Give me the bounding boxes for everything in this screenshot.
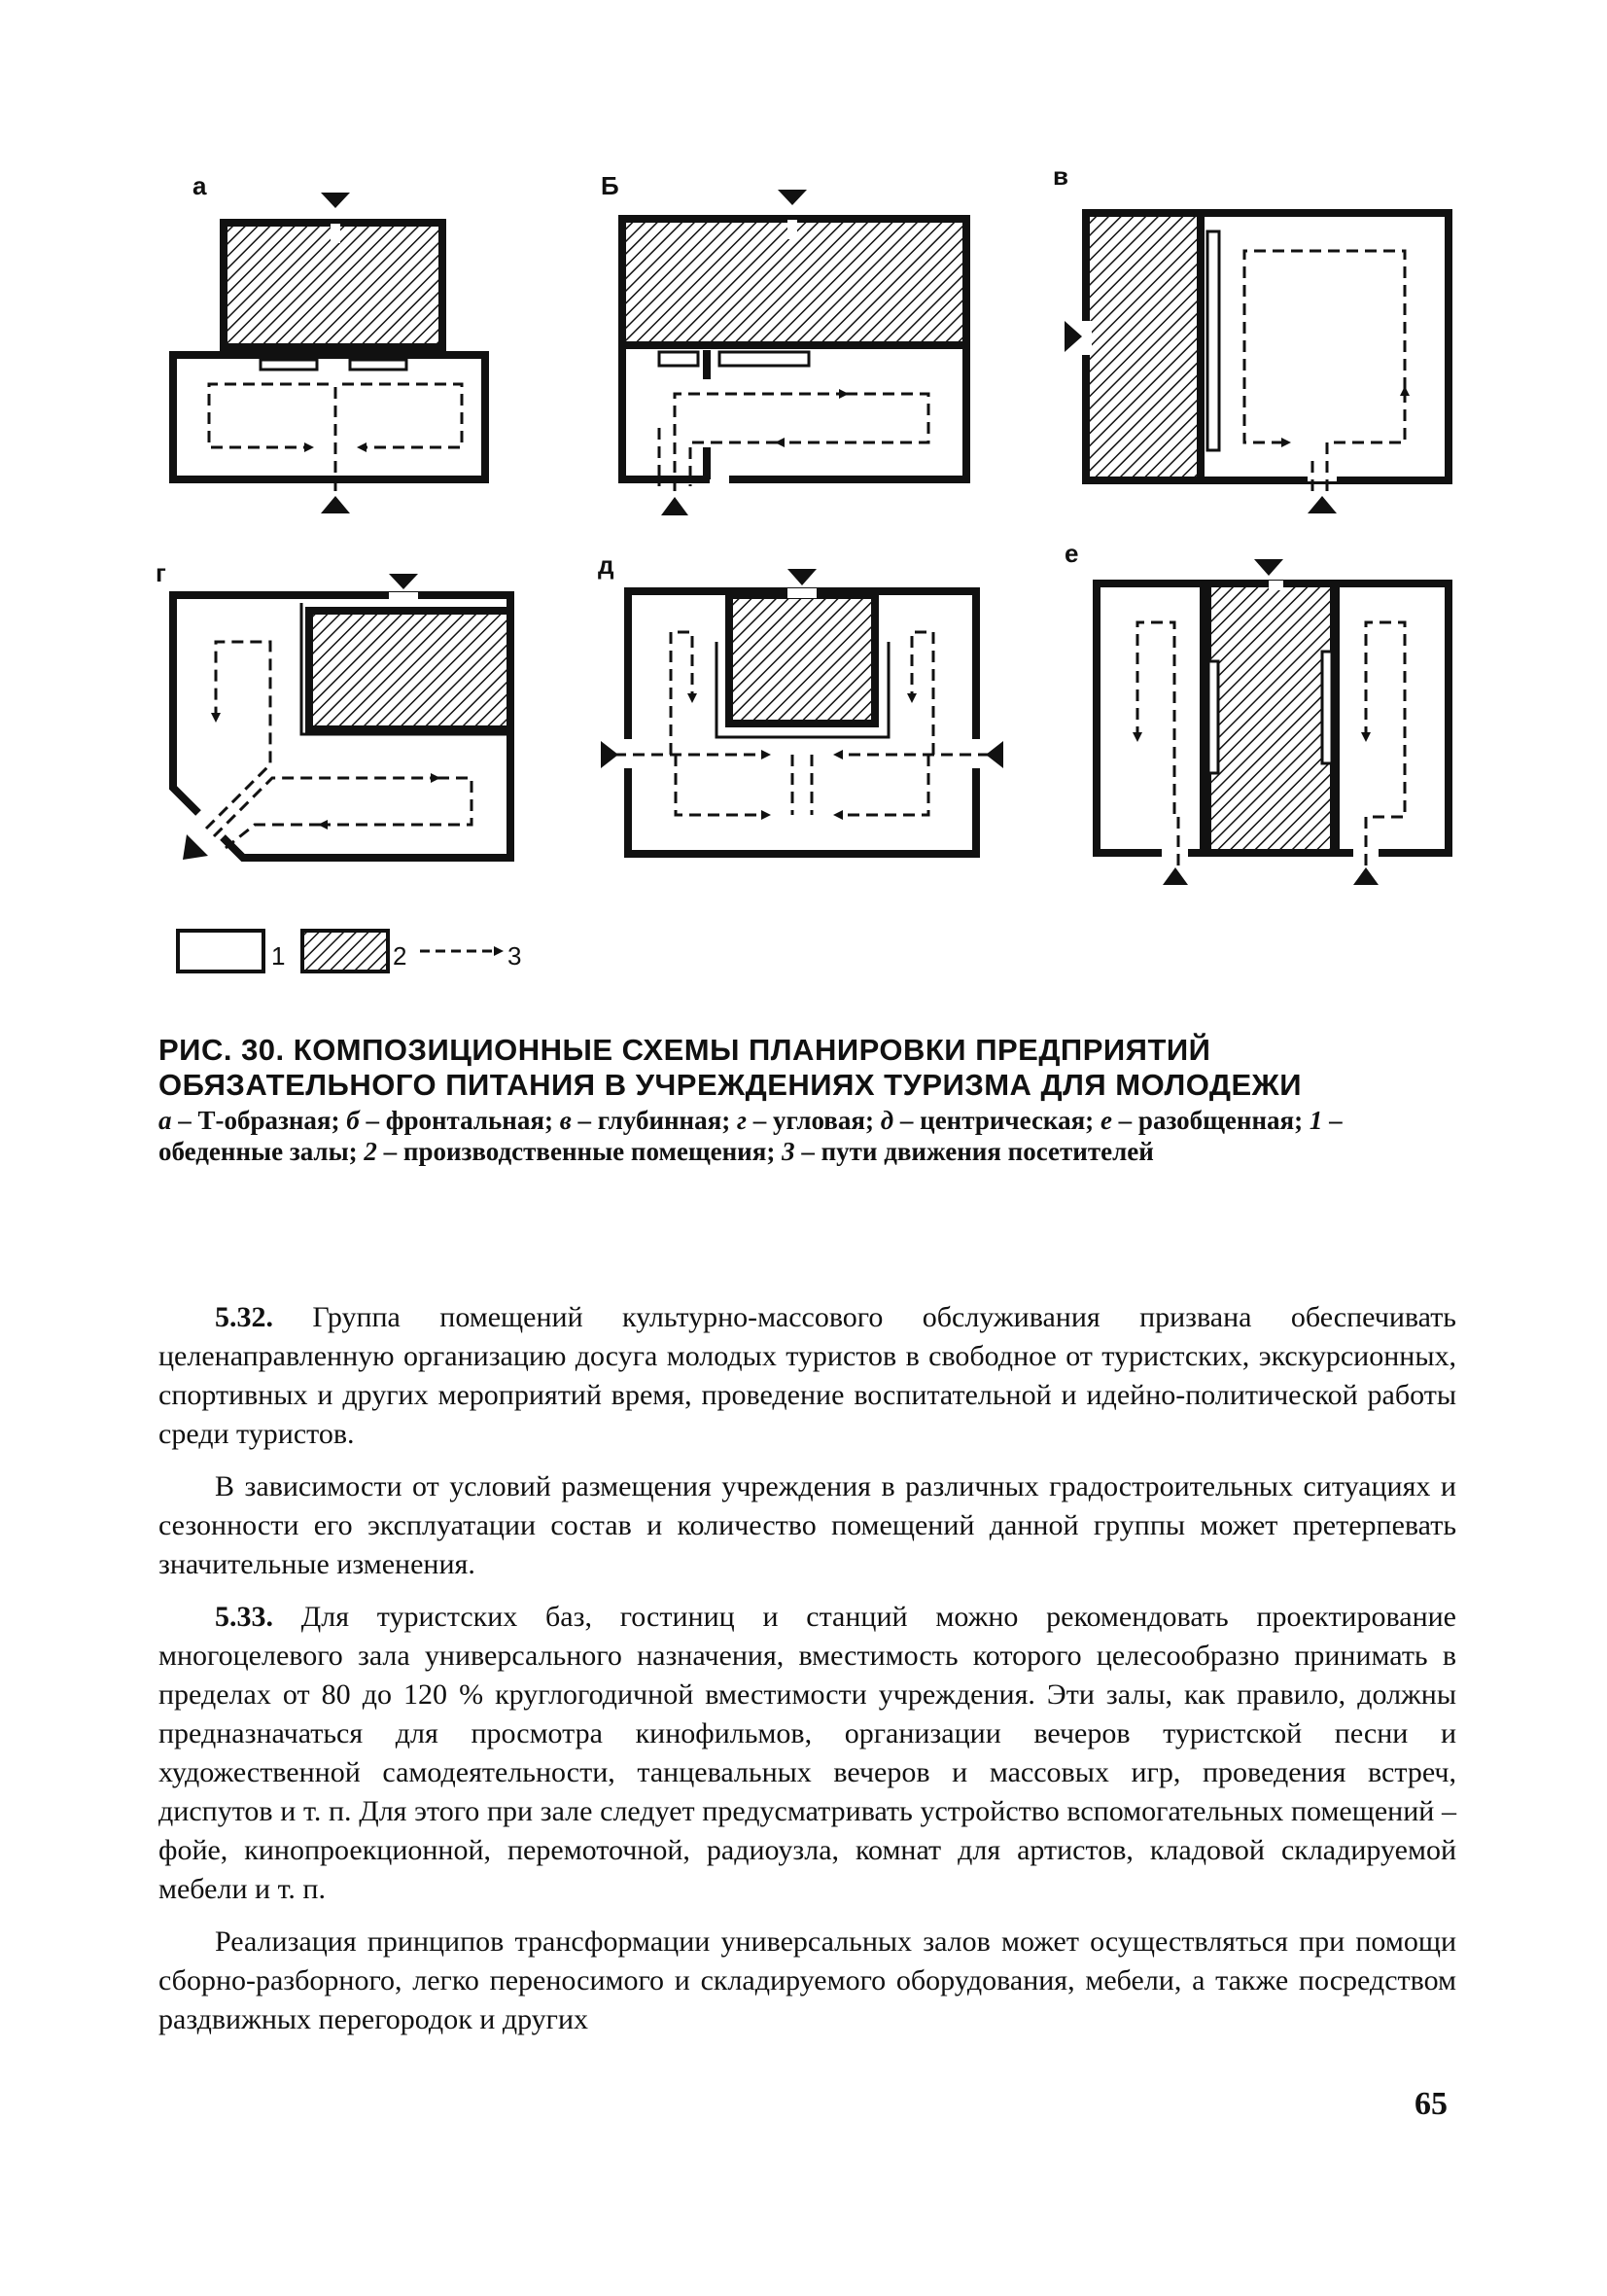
entry-marker-v-bottom xyxy=(1308,496,1337,513)
legend-swatch-1 xyxy=(178,931,263,971)
entry-marker-d-top xyxy=(787,569,817,585)
dining-hall-e-left xyxy=(1097,583,1204,853)
caption-legend: а – Т-образная; б – фронтальная; в – глубинная; г – угловая; д – центрическая; е – разобщенная; 1 – обеденные залы; 2 – производственные помещения; 3 – пути движения посетителей xyxy=(158,1106,1343,1166)
panel-b xyxy=(601,171,966,515)
paragraph-5-33: 5.33. Для туристских баз, гостиниц и станций можно рекомендовать проектирование многоцелевого зала универсального назначения, вместимость которого целесообразно принимать в пределах от 80 до 120 % круглогодичной вместимости учреждения. Эти залы, как правило, должны предназначаться для просмотра кинофильмов, организации вечеров туристской песни и художественной самодеятельности, танцевальных вечеров и массовых игр, проведения встреч, диспутов и т. п. Для этого при зале следует предусматривать устройство вспомогательных помещений – фойе, кинопроекционной, перемоточной, радиоузла, комнат для артистов, кладовой складируемой мебели и т. п. xyxy=(158,1601,1457,1905)
panel-label-a: а xyxy=(192,171,207,200)
entry-marker-b-top xyxy=(778,190,807,205)
panel-label-e: е xyxy=(1065,539,1079,568)
entry-marker-v-left xyxy=(1065,321,1082,352)
entry-marker-b-bottom xyxy=(661,497,688,515)
entry-marker-g-top xyxy=(389,574,418,589)
panel-e xyxy=(1065,539,1449,885)
paragraph-5-32: 5.32. Группа помещений культурно-массового обслуживания призвана обеспечивать целенаправленную организацию досуга молодых туристов в свободное от туристских, экскурсионных, спортивных и других мероприятий время, проведение воспитательной и идейно-политической работы среди туристов. xyxy=(158,1301,1456,1450)
panel-d xyxy=(598,550,1003,854)
legend-num-3: 3 xyxy=(507,941,522,971)
legend-num-1: 1 xyxy=(271,941,286,971)
visitor-path-v xyxy=(1244,251,1405,491)
panel-label-g: г xyxy=(156,558,166,587)
body-text xyxy=(158,1298,1456,2053)
entry-marker-a-bottom xyxy=(321,496,350,513)
entry-marker-e-top xyxy=(1254,559,1283,576)
production-room-e xyxy=(1207,583,1334,853)
entry-marker-g-corner xyxy=(183,834,208,860)
entry-marker-a-top xyxy=(321,193,350,208)
paragraph-5-33-cont: Реализация принципов трансформации универсальных залов может осуществляться при помощи сборно-разборного, легко переносимого и складируемого оборудования, мебели, а также посредством раздвижных перегородок и других xyxy=(158,1925,1456,2035)
production-room-d xyxy=(729,595,875,724)
caption-title: РИС. 30. КОМПОЗИЦИОННЫЕ СХЕМЫ ПЛАНИРОВКИ ПРЕДПРИЯТИЙ ОБЯЗАТЕЛЬНОГО ПИТАНИЯ В УЧРЕЖДЕНИЯХ ТУРИЗМА ДЛЯ МОЛОДЕЖИ xyxy=(158,1033,1302,1102)
production-room-g xyxy=(309,611,510,729)
panel-label-b: Б xyxy=(601,171,619,200)
visitor-path-a xyxy=(209,384,462,491)
section-number-5-32: 5.32. xyxy=(215,1301,273,1333)
production-room-v xyxy=(1086,213,1201,480)
panel-label-v: в xyxy=(1053,161,1068,191)
panel-a xyxy=(173,171,485,513)
paragraph-5-32-cont: В зависимости от условий размещения учреждения в различных градостроительных ситуациях и сезонности его эксплуатации состав и количество помещений данной группы может претерпевать значительные изменения. xyxy=(158,1470,1456,1580)
section-number-5-33: 5.33. xyxy=(215,1601,273,1633)
figure-legend xyxy=(178,931,521,971)
entry-marker-e-bottom-right xyxy=(1353,867,1379,885)
dining-hall-a xyxy=(173,355,485,479)
panel-v xyxy=(1053,161,1449,513)
entry-marker-e-bottom-left xyxy=(1163,867,1188,885)
dining-hall-e-right xyxy=(1336,583,1449,853)
figure-caption xyxy=(158,1033,1456,1167)
panel-g xyxy=(156,558,510,860)
legend-num-2: 2 xyxy=(393,941,407,971)
page-number: 65 xyxy=(1415,2086,1448,2122)
legend-swatch-2 xyxy=(302,931,388,971)
figure-30-schemes xyxy=(0,0,1607,1021)
panel-label-d: д xyxy=(598,550,614,580)
